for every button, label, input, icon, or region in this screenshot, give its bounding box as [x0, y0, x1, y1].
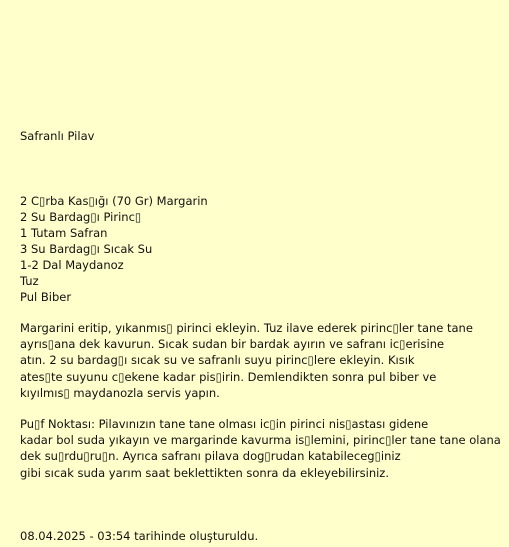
ingredient-item: Tuz: [20, 274, 39, 288]
tip-line: dek su▯rdu▯ru▯n. Ayrıca safranı pilava dog▯rudan katabileceg▯iniz: [20, 449, 401, 464]
tip-line: kadar bol suda yıkayın ve margarinde kavurma is▯lemini, pirinc▯ler tane tane olana: [20, 433, 501, 448]
ingredient-item: Pul Biber: [20, 290, 72, 304]
tip-line: gibi sıcak suda yarım saat beklettikten sonra da ekleyebilirsiniz.: [20, 465, 389, 480]
ingredient-item: 1-2 Dal Maydanoz: [20, 258, 124, 272]
recipe-title: Safranlı Pilav: [20, 129, 95, 143]
instructions-line: ayrıs▯ana dek kavurun. Sıcak sudan bir bardak ayırın ve safranı ic▯erisine: [20, 337, 445, 352]
instructions-line: kıyılmıs▯ maydanozla servis yapın.: [20, 385, 220, 400]
ingredients-list: [20, 193, 208, 305]
instructions-line: atın. 2 su bardag▯ı sıcak su ve safranlı suyu pirinc▯lere ekleyin. Kısık: [20, 353, 415, 368]
tip-line: Pu▯f Noktası: Pilavınızın tane tane olması ic▯in pirinci nis▯astası gidene: [20, 417, 429, 431]
ingredient-item: 2 Su Bardag▯ı Pirinc▯: [20, 210, 142, 224]
ingredient-item: 2 C▯rba Kas▯ığı (70 Gr) Margarin: [20, 194, 208, 208]
instructions-line: Margarini eritip, yıkanmıs▯ pirinci ekleyin. Tuz ilave ederek pirinc▯ler tane tane: [20, 321, 473, 335]
generated-timestamp: 08.04.2025 - 03:54 tarihinde oluşturuldu.: [20, 529, 259, 543]
ingredient-item: 1 Tutam Safran: [20, 226, 108, 240]
tip-paragraph: [20, 416, 501, 481]
ingredient-item: 3 Su Bardag▯ı Sıcak Su: [20, 242, 153, 256]
instructions-paragraph: [20, 320, 473, 401]
instructions-line: ates▯te suyunu c▯ekene kadar pis▯irin. Demlendikten sonra pul biber ve: [20, 369, 437, 384]
